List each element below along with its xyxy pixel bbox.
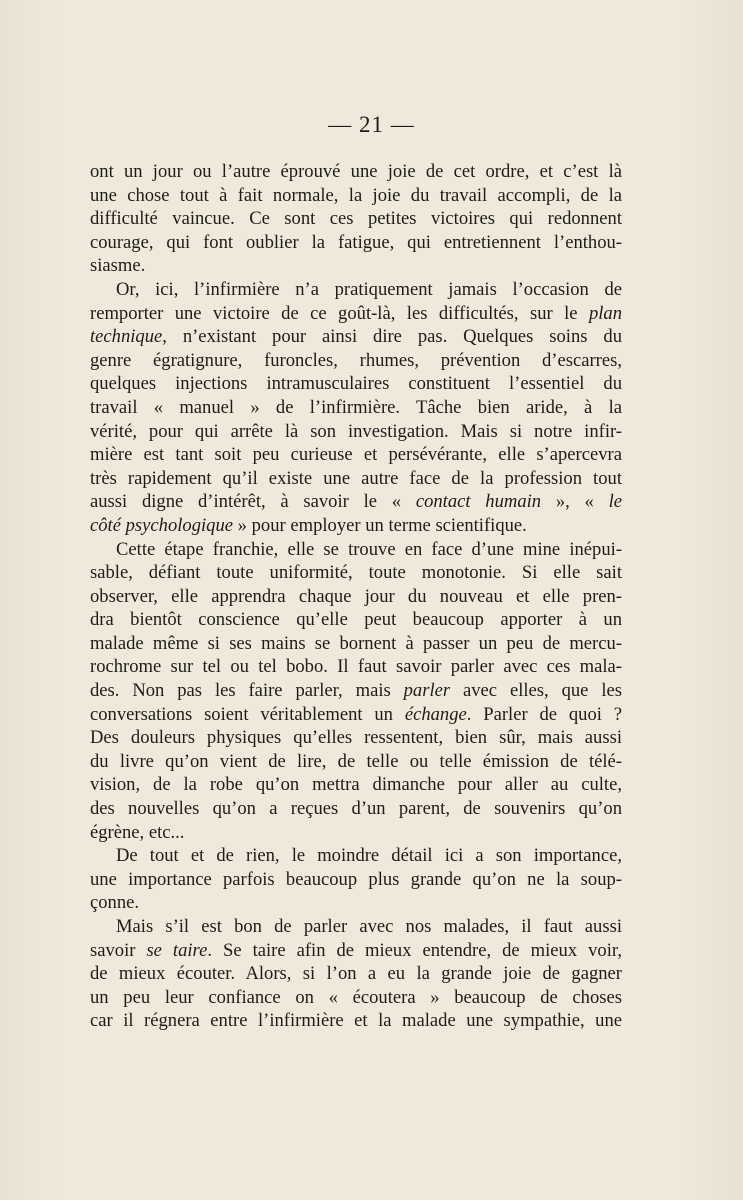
text-line (90, 608, 622, 632)
text-segment: malade même si ses mains se bornent à passer un peu de mercu- (90, 632, 622, 654)
text-line (90, 302, 622, 326)
text-line (90, 349, 622, 373)
text-line (90, 986, 622, 1010)
text-segment: travail « manuel » de l’infirmière. Tâche bien aride, à la (90, 396, 622, 418)
text-segment: . Parler de quoi ? (466, 703, 623, 725)
paragraph (90, 915, 622, 1033)
text-segment: aussi digne d’intérêt, à savoir le « (90, 491, 416, 513)
text-segment: genre égratignure, furoncles, rhumes, prévention d’escarres, (90, 349, 622, 371)
text-segment: des nouvelles qu’on a reçues d’un parent, de souvenirs qu’on (90, 798, 622, 820)
text-segment: rochrome sur tel ou tel bobo. Il faut savoir parler avec ces mala- (90, 656, 622, 678)
text-segment: très rapidement qu’il existe une autre face de la profession tout (90, 467, 622, 489)
text-line (90, 184, 622, 208)
text-segment: difficulté vaincue. Ce sont ces petites victoires qui redonnent (90, 208, 622, 230)
text-line (90, 420, 622, 444)
italic-text: parler (403, 680, 451, 702)
text-line (90, 514, 622, 538)
text-line (90, 915, 622, 939)
text-line (90, 467, 622, 491)
text-segment: De tout et de rien, le moindre détail ici a son importance, (116, 845, 622, 867)
text-segment: », « (541, 491, 609, 513)
text-line (90, 372, 622, 396)
paragraph (90, 844, 622, 915)
text-line (90, 939, 622, 963)
text-line (90, 750, 622, 774)
paragraph (90, 278, 622, 538)
text-line (90, 538, 622, 562)
text-line (90, 679, 622, 703)
text-line (90, 773, 622, 797)
text-segment: une importance parfois beaucoup plus grande qu’on ne la soup- (90, 868, 622, 890)
text-line (90, 561, 622, 585)
text-line (90, 962, 622, 986)
text-segment: car il régnera entre l’infirmière et la malade une sympathie, une (90, 1010, 622, 1032)
text-line (90, 632, 622, 656)
text-segment: de mieux écouter. Alors, si l’on a eu la grande joie de gagner (90, 963, 622, 985)
text-line (90, 585, 622, 609)
text-line (90, 325, 622, 349)
text-line (90, 703, 622, 727)
text-line (90, 231, 622, 255)
paragraph (90, 538, 622, 845)
body-text (90, 160, 622, 1033)
text-segment: . Se taire afin de mieux entendre, de mieux voir, (207, 939, 622, 961)
text-segment: un peu leur confiance on « écoutera » beaucoup de choses (90, 986, 622, 1008)
text-segment: vérité, pour qui arrête là son investigation. Mais si notre infir- (90, 420, 622, 442)
italic-text: technique (90, 326, 163, 348)
text-segment: courage, qui font oublier la fatigue, qui entretiennent l’enthou- (90, 231, 622, 253)
text-segment: savoir (90, 939, 147, 961)
text-line (90, 396, 622, 420)
text-line (90, 490, 622, 514)
text-segment: remporter une victoire de ce goût-là, les difficultés, sur le (90, 302, 589, 324)
text-segment: siasme. (90, 255, 146, 277)
text-line (90, 797, 622, 821)
italic-text: le (608, 491, 622, 513)
text-segment: Or, ici, l’infirmière n’a pratiquement jamais l’occasion de (116, 278, 622, 300)
page-number: — 21 — (328, 112, 415, 137)
text-line (90, 160, 622, 184)
text-segment: çonne. (90, 892, 140, 914)
text-line (90, 207, 622, 231)
text-segment: des. Non pas les faire parler, mais (90, 680, 404, 702)
text-segment: une chose tout à fait normale, la joie du travail accompli, de la (90, 184, 622, 206)
text-segment: observer, elle apprendra chaque jour du nouveau et elle pren- (90, 585, 622, 607)
text-segment: Mais s’il est bon de parler avec nos malades, il faut aussi (116, 916, 622, 937)
text-segment: , n’existant pour ainsi dire pas. Quelques soins du (162, 326, 622, 348)
text-line (90, 254, 622, 278)
italic-text: se taire (146, 939, 208, 961)
text-segment: du livre qu’on vient de lire, de telle ou telle émission de télé- (90, 750, 622, 772)
paragraph (90, 160, 622, 278)
text-line (90, 655, 622, 679)
text-segment: mière est tant soit peu curieuse et persévérante, elle s’apercevra (90, 444, 622, 466)
text-segment: avec elles, que les (450, 680, 622, 702)
text-segment: ont un jour ou l’autre éprouvé une joie de cet ordre, et c’est là (90, 161, 622, 182)
text-segment: sable, défiant toute uniformité, toute monotonie. Si elle sait (90, 562, 622, 584)
italic-text: plan (588, 302, 622, 324)
text-line (90, 844, 622, 868)
text-segment: conversations soient véritablement un (90, 703, 405, 725)
text-line (90, 443, 622, 467)
italic-text: contact humain (415, 491, 542, 513)
text-line (90, 726, 622, 750)
italic-text: côté psychologique (90, 514, 234, 536)
text-segment: Cette étape franchie, elle se trouve en face d’une mine inépui- (116, 538, 622, 560)
text-line (90, 821, 622, 845)
italic-text: échange (404, 703, 467, 725)
text-segment: égrène, etc... (90, 821, 185, 843)
text-line (90, 278, 622, 302)
text-segment: vision, de la robe qu’on mettra dimanche pour aller au culte, (90, 774, 622, 796)
text-segment: » pour employer un terme scientifique. (233, 514, 527, 536)
text-segment: quelques injections intramusculaires constituent l’essentiel du (90, 373, 622, 395)
text-segment: Des douleurs physiques qu’elles ressentent, bien sûr, mais aussi (90, 727, 622, 749)
text-line (90, 1009, 622, 1033)
text-line (90, 891, 622, 915)
text-line (90, 868, 622, 892)
text-segment: dra bientôt conscience qu’elle peut beaucoup apporter à un (90, 609, 622, 631)
